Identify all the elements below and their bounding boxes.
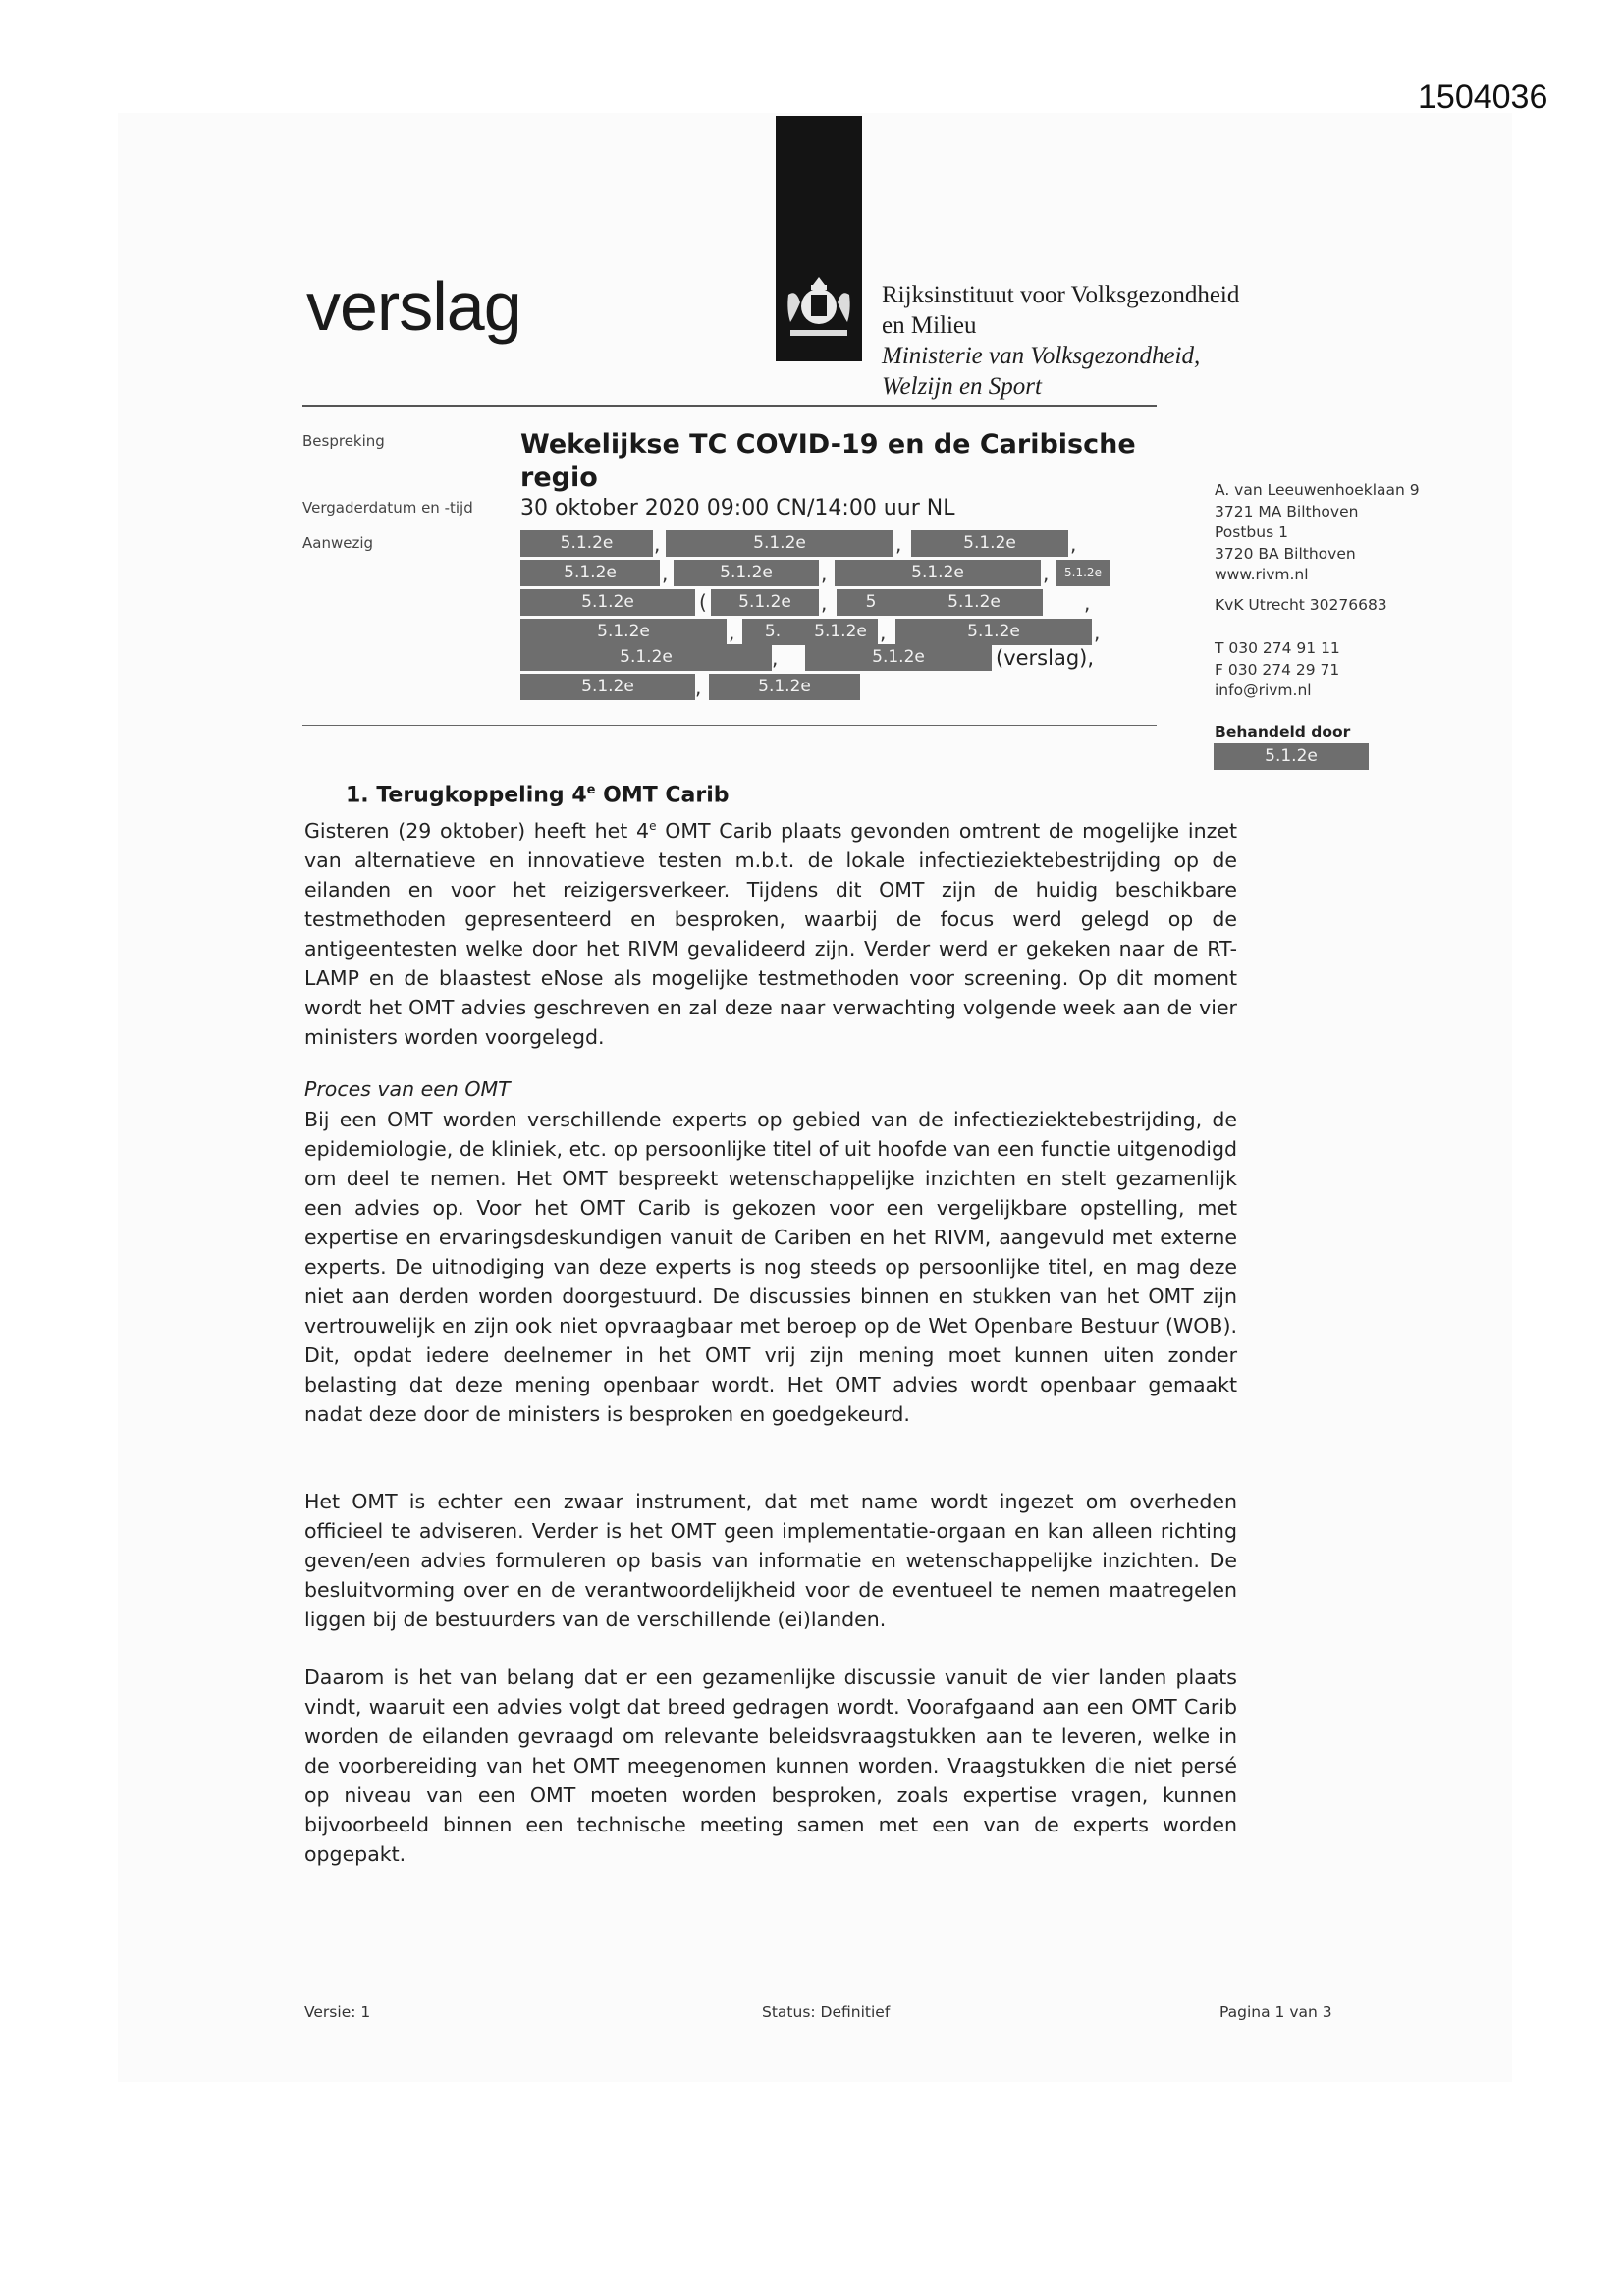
paragraph-4: Daarom is het van belang dat er een gezamenlijke discussie vanuit de vier landen plaats vindt, waaruit een advies volgt dat breed gedragen wordt. Voorafgaand aan een OMT Carib worden de eilanden gevraagd om relevante beleidsvraagstukken aan te leveren, welke in de voorbereiding van het OMT meegenomen kunnen worden. Vraagstukken die niet persé op niveau van een OMT moeten worden besproken, zoals expertise vragen, kunnen bijvoorbeeld binnen een technische meeting samen met een van de experts worden opgepakt. xyxy=(304,1666,1237,1866)
doc-type-heading: verslag xyxy=(306,268,521,345)
paragraph-1: Gisteren (29 oktober) heeft het 4e OMT Carib plaats gevonden omtrent de mogelijke inzet van alternatieve en innovatieve testen m.b.t. de lokale infectieziektebestrijding op de eilanden en voor het reizigersverkeer. Tijdens dit OMT zijn de huidig beschikbare testmethoden gepresenteerd en besproken, waarbij de focus werd gelegd op de antigeentesten welke door het RIVM gevalideerd zijn. Verder werd er gekeken naar de RT-LAMP en de blaastest eNose als mogelijke testmethoden voor screening. Op dit moment wordt het OMT advies geschreven en zal deze naar verwachting volgende week aan de vier ministers worden voorgelegd. xyxy=(304,818,1237,1049)
address-city: 3721 MA Bilthoven xyxy=(1215,502,1359,520)
footer-status: Status: Definitief xyxy=(762,2003,891,2021)
phone-number: T 030 274 91 11 xyxy=(1215,639,1340,657)
redaction-box: 5.1.2e xyxy=(803,619,878,645)
verslag-role: (verslag), xyxy=(996,646,1095,670)
subheading-proces: Proces van een OMT xyxy=(304,1077,511,1101)
org-line-2: en Milieu xyxy=(882,312,977,339)
org-line-1: Rijksinstituut voor Volksgezondheid xyxy=(882,282,1240,308)
redaction-box: 5.1.2e xyxy=(520,589,695,616)
redaction-box: 5.1.2e xyxy=(520,644,772,671)
website-link[interactable]: www.rivm.nl xyxy=(1215,566,1309,583)
org-line-3: Ministerie van Volksgezondheid, xyxy=(882,343,1201,369)
redaction-box: 5.1.2e xyxy=(895,619,1092,645)
bespreking-label: Bespreking xyxy=(302,432,385,450)
redaction-box-partial: 5. xyxy=(742,619,803,645)
redaction-box: 5.1.2e xyxy=(805,644,992,671)
kvk-number: KvK Utrecht 30276683 xyxy=(1215,595,1387,614)
redaction-box: 5.1.2e xyxy=(709,674,860,700)
date-label: Vergaderdatum en -tijd xyxy=(302,499,473,517)
footer-version: Versie: 1 xyxy=(304,2003,371,2021)
section-heading: 1. Terugkoppeling 4e OMT Carib xyxy=(346,783,730,808)
contact-block xyxy=(1215,638,1340,702)
redaction-box: 5.1.2e xyxy=(674,560,819,586)
redaction-box: 5.1.2e xyxy=(835,560,1041,586)
header-rule-top xyxy=(302,405,1157,407)
redaction-box-partial: 5 xyxy=(837,589,905,616)
redaction-box: 5.1.2e xyxy=(520,560,660,586)
crest-icon xyxy=(781,273,857,344)
email-link[interactable]: info@rivm.nl xyxy=(1215,682,1312,699)
org-line-4: Welzijn en Sport xyxy=(882,373,1042,400)
organization-name xyxy=(882,280,1239,402)
paragraph-2: Bij een OMT worden verschillende experts op gebied van de infectieziektebestrijding, de epidemiologie, de kliniek, etc. op persoonlijke titel of uit hoofde van een functie uitgenodigd om deel te nemen. Het OMT bespreekt wetenschappelijke inzichten en stelt gezamenlijk een advies op. Voor het OMT Carib is gekozen voor een vergelijkbare opstelling, met expertise en ervaringsdeskundigen vanuit de Cariben en het RIVM, aangevuld met externe experts. De uitnodiging van deze experts is nog steeds op persoonlijke titel, en mag deze niet aan derden worden doorgestuurd. De discussies binnen en stukken van het OMT zijn vertrouwelijk en zijn ook niet opvraagbaar met beroep op de Wet Openbare Bestuur (WOB). Dit, opdat iedere deelnemer in het OMT vrij zijn mening moet kunnen uiten zonder belasting dat deze mening openbaar wordt. Het OMT advies wordt openbaar gemaakt nadat deze door de ministers is besproken en goedgekeurd. xyxy=(304,1108,1237,1426)
paragraph-3: Het OMT is echter een zwaar instrument, dat met name wordt ingezet om overheden officieel te adviseren. Verder is het OMT geen implementatie-orgaan en kan alleen richting geven/een advies formuleren op basis van informatie en wetenschappelijke inzichten. De besluitvorming over en de verantwoordelijkheid voor de eventueel te nemen maatregelen liggen bij de bestuurders van de verschillende (ei)landen. xyxy=(304,1490,1237,1631)
handled-by-label: Behandeld door xyxy=(1215,723,1351,740)
document-number: 1504036 xyxy=(1418,79,1548,116)
redaction-box: 5.1.2e xyxy=(666,530,893,557)
meeting-title: Wekelijkse TC COVID-19 en de Caribische regio xyxy=(520,429,1136,493)
address-postcity: 3720 BA Bilthoven xyxy=(1215,544,1356,563)
redaction-box: 5.1.2e xyxy=(711,589,819,616)
handled-by-redaction: 5.1.2e xyxy=(1214,743,1369,770)
meeting-date: 30 oktober 2020 09:00 CN/14:00 uur NL xyxy=(520,496,955,520)
footer-page: Pagina 1 van 3 xyxy=(1219,2003,1332,2021)
header-rule-bottom xyxy=(302,725,1157,726)
address-postbus: Postbus 1 xyxy=(1215,523,1288,541)
redaction-box: 5.1.2e xyxy=(520,530,653,557)
attendees-label: Aanwezig xyxy=(302,534,374,552)
redaction-box: 5.1.2e xyxy=(520,674,695,700)
address-block xyxy=(1215,480,1420,616)
redaction-box: 5.1.2e xyxy=(905,589,1043,616)
redaction-box: 5.1.2e xyxy=(520,619,727,645)
fax-number: F 030 274 29 71 xyxy=(1215,660,1340,679)
redaction-box: 5.1.2e xyxy=(911,530,1068,557)
redaction-box: 5.1.2e xyxy=(1056,560,1110,586)
address-street: A. van Leeuwenhoeklaan 9 xyxy=(1215,481,1420,499)
